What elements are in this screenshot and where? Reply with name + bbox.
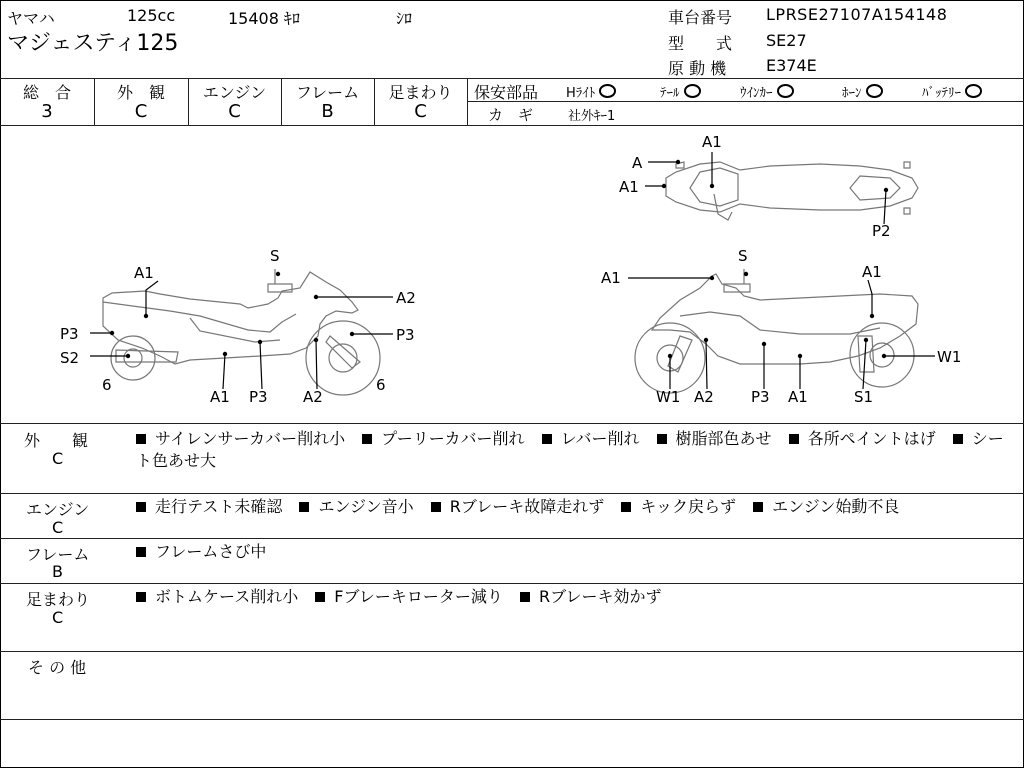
grade-frame-value: B bbox=[321, 101, 334, 122]
diagram-label: A bbox=[632, 154, 643, 172]
remark-frame-grade: B bbox=[52, 562, 63, 581]
key-label: カ ギ bbox=[488, 106, 534, 124]
ok-circle-icon bbox=[777, 84, 794, 98]
bullet-icon bbox=[315, 592, 325, 602]
bullet-icon bbox=[362, 434, 372, 444]
bullet-icon bbox=[431, 502, 441, 512]
remark-frame-items: フレームさび中 bbox=[136, 541, 1012, 563]
model-name: マジェスティ125 bbox=[7, 31, 179, 56]
key-value: 社外ｷｰ1 bbox=[568, 109, 616, 124]
bullet-icon bbox=[520, 592, 530, 602]
diagram-label: A2 bbox=[396, 289, 416, 307]
safety-horn: ﾎｰﾝ bbox=[842, 82, 883, 101]
diagram-label: S2 bbox=[60, 349, 80, 367]
body-color: ｼﾛ bbox=[396, 9, 413, 28]
diagram-label: P3 bbox=[249, 388, 268, 406]
safety-parts-label: 保安部品 bbox=[474, 83, 539, 102]
safety-taillight: ﾃｰﾙ bbox=[660, 82, 701, 101]
grade-engine-label: エンジン bbox=[202, 83, 267, 102]
remark-exterior-grade: C bbox=[52, 449, 64, 468]
diagram-label: 6 bbox=[376, 376, 386, 394]
diagram-label: W1 bbox=[937, 348, 962, 366]
bullet-icon bbox=[621, 502, 631, 512]
ok-circle-icon bbox=[965, 84, 982, 98]
divider bbox=[0, 583, 1024, 584]
engine-model-value: E374E bbox=[766, 56, 817, 75]
diagram-label: A1 bbox=[788, 388, 808, 406]
diagram-label: A2 bbox=[694, 388, 714, 406]
grade-frame-label: フレーム bbox=[295, 83, 360, 102]
ok-circle-icon bbox=[684, 84, 701, 98]
displacement: 125cc bbox=[127, 6, 176, 25]
bullet-icon bbox=[136, 502, 146, 512]
grade-exterior-label: 外 観 bbox=[116, 83, 165, 102]
model-type-value: SE27 bbox=[766, 31, 807, 50]
grade-exterior-value: C bbox=[134, 101, 148, 122]
diagram-label: P3 bbox=[751, 388, 770, 406]
diagram-label: A2 bbox=[303, 388, 323, 406]
grade-engine-value: C bbox=[228, 101, 241, 122]
divider bbox=[0, 719, 1024, 720]
bullet-icon bbox=[753, 502, 763, 512]
remark-engine-grade: C bbox=[52, 518, 64, 537]
chassis-number-value: LPRSE27107A154148 bbox=[766, 5, 948, 24]
engine-model-label: 原 動 機 bbox=[668, 59, 727, 78]
remark-exterior-items: サイレンサーカバー削れ小 プーリーカバー削れ レバー削れ 樹脂部色あせ 各所ペイントはげ シート色あせ大 bbox=[136, 429, 1004, 470]
remark-engine-category: エンジン bbox=[26, 500, 90, 519]
ok-circle-icon bbox=[599, 84, 616, 98]
diagram-label: A1 bbox=[862, 263, 882, 281]
diagram-label: A1 bbox=[619, 178, 639, 196]
damage-diagram bbox=[0, 126, 1024, 422]
diagram-label: A1 bbox=[134, 264, 154, 282]
bullet-icon bbox=[299, 502, 309, 512]
model-type-label: 型 式 bbox=[668, 34, 733, 53]
diagram-label: W1 bbox=[656, 388, 681, 406]
divider bbox=[0, 78, 1024, 79]
divider bbox=[468, 101, 1024, 102]
divider bbox=[0, 538, 1024, 539]
bullet-icon bbox=[136, 434, 146, 444]
mileage: 15408 ｷﾛ bbox=[228, 9, 300, 28]
diagram-label: P3 bbox=[60, 325, 79, 343]
diagram-label: S1 bbox=[854, 388, 874, 406]
safety-battery: ﾊﾞｯﾃﾘｰ bbox=[922, 82, 982, 101]
bullet-icon bbox=[953, 434, 963, 444]
grade-overall-value: 3 bbox=[41, 101, 53, 122]
bullet-icon bbox=[542, 434, 552, 444]
ok-circle-icon bbox=[866, 84, 883, 98]
grade-suspension-label: 足まわり bbox=[388, 83, 453, 102]
remark-exterior-category: 外 観 bbox=[24, 431, 89, 450]
diagram-label: P2 bbox=[872, 222, 891, 240]
chassis-number-label: 車台番号 bbox=[668, 8, 733, 27]
diagram-label: A1 bbox=[702, 133, 722, 151]
diagram-label: A1 bbox=[601, 269, 621, 287]
maker-name: ヤマハ bbox=[7, 9, 55, 28]
diagram-label: A1 bbox=[210, 388, 230, 406]
bullet-icon bbox=[657, 434, 667, 444]
remark-other-category: そ の 他 bbox=[28, 658, 87, 677]
divider bbox=[0, 651, 1024, 652]
divider bbox=[0, 493, 1024, 494]
remark-suspension-grade: C bbox=[52, 608, 64, 627]
safety-winker: ｳｲﾝｶｰ bbox=[740, 82, 794, 101]
diagram-label: S bbox=[270, 247, 280, 265]
remark-suspension-items: ボトムケース削れ小 Fブレーキローター減り Rブレーキ効かず bbox=[136, 586, 1012, 608]
bullet-icon bbox=[136, 547, 146, 557]
remark-engine-items: 走行テスト未確認 エンジン音小 Rブレーキ故障走れず キック戻らず エンジン始動不良 bbox=[136, 496, 1012, 518]
diagram-label: S bbox=[738, 247, 748, 265]
grade-overall-label: 総 合 bbox=[22, 83, 71, 102]
diagram-label: P3 bbox=[396, 326, 415, 344]
diagram-label: 6 bbox=[102, 376, 112, 394]
grade-suspension-value: C bbox=[414, 101, 427, 122]
remark-frame-category: フレーム bbox=[26, 545, 90, 564]
bullet-icon bbox=[136, 592, 146, 602]
bullet-icon bbox=[789, 434, 799, 444]
remark-suspension-category: 足まわり bbox=[26, 590, 91, 609]
divider bbox=[0, 423, 1024, 424]
safety-headlight: Hﾗｲﾄ bbox=[566, 82, 616, 101]
